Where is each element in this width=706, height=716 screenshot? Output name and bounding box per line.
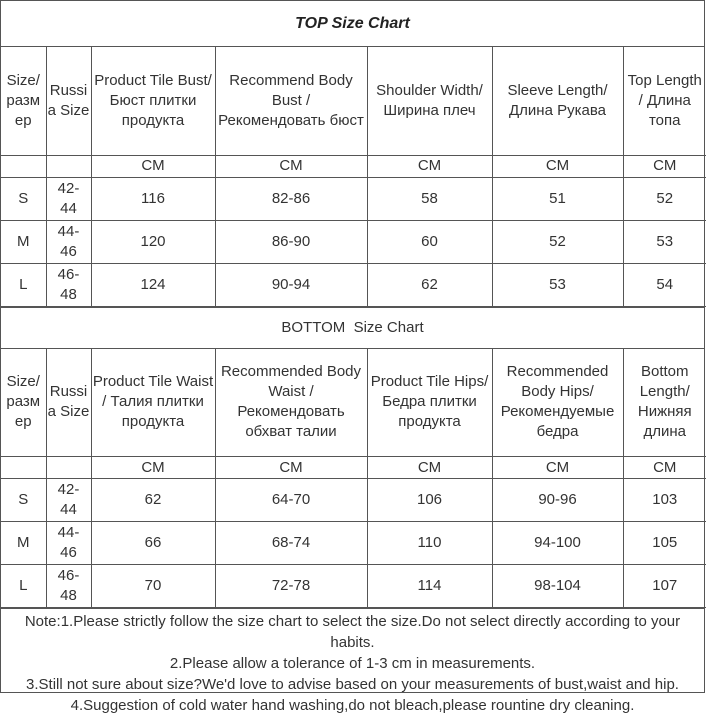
value-cell: 86-90 — [215, 220, 367, 263]
value-cell: 106 — [367, 479, 492, 522]
unit-cell: CM — [623, 155, 706, 177]
bottom-size-table — [1, 349, 706, 609]
table-row — [1, 479, 706, 522]
unit-cell: CM — [623, 457, 706, 479]
unit-cell: CM — [367, 155, 492, 177]
size-cell: S — [1, 177, 46, 220]
unit-blank — [1, 457, 46, 479]
unit-cell: CM — [492, 155, 623, 177]
unit-cell: CM — [91, 457, 215, 479]
header-top-length: Top Length / Длина топа — [623, 47, 706, 155]
top-unit-row — [1, 155, 706, 177]
unit-blank — [46, 457, 91, 479]
value-cell: 90-96 — [492, 479, 623, 522]
value-cell: 70 — [91, 565, 215, 608]
russia-size-cell: 46- 48 — [46, 565, 91, 608]
header-product-bust: Product Tile Bust/ Бюст плитки продукта — [91, 47, 215, 155]
header-product-hips: Product Tile Hips/ Бедра плитки продукта — [367, 349, 492, 457]
top-header-row — [1, 47, 706, 155]
value-cell: 53 — [492, 263, 623, 306]
size-cell: M — [1, 522, 46, 565]
header-shoulder-width: Shoulder Width/ Ширина плеч — [367, 47, 492, 155]
value-cell: 66 — [91, 522, 215, 565]
note-2: 2.Please allow a tolerance of 1-3 cm in measurements. — [169, 655, 536, 672]
header-sleeve-length: Sleeve Length/ Длина Рукава — [492, 47, 623, 155]
unit-cell: CM — [367, 457, 492, 479]
header-size: Size/ разм ер — [1, 47, 46, 155]
header-recommend-waist: Recommended Body Waist / Рекомендовать обхват талии — [215, 349, 367, 457]
value-cell: 103 — [623, 479, 706, 522]
value-cell: 82-86 — [215, 177, 367, 220]
unit-cell: CM — [91, 155, 215, 177]
value-cell: 64-70 — [215, 479, 367, 522]
notes-section — [1, 608, 704, 716]
header-russia-size: Russi a Size — [46, 349, 91, 457]
size-cell: L — [1, 565, 46, 608]
table-row — [1, 263, 706, 306]
header-size: Size/ разм ер — [1, 349, 46, 457]
russia-size-cell: 42- 44 — [46, 177, 91, 220]
value-cell: 94-100 — [492, 522, 623, 565]
top-size-chart-title: TOP Size Chart — [295, 14, 410, 32]
value-cell: 105 — [623, 522, 706, 565]
value-cell: 60 — [367, 220, 492, 263]
value-cell: 116 — [91, 177, 215, 220]
size-cell: L — [1, 263, 46, 306]
top-size-table — [1, 47, 706, 307]
header-product-waist: Product Tile Waist / Талия плитки продукта — [91, 349, 215, 457]
unit-cell: CM — [215, 155, 367, 177]
header-recommend-hips: Recommended Body Hips/ Рекомендуемые бедра — [492, 349, 623, 457]
header-russia-size: Russi a Size — [46, 47, 91, 155]
bottom-size-chart-title: BOTTOM Size Chart — [281, 319, 424, 336]
note-1: Note:1.Please strictly follow the size chart to select the size.Do not select directly according to your habits. — [24, 613, 681, 651]
russia-size-cell: 46- 48 — [46, 263, 91, 306]
header-bottom-length: Bottom Length/ Нижняя длина — [623, 349, 706, 457]
russia-size-cell: 42- 44 — [46, 479, 91, 522]
value-cell: 98-104 — [492, 565, 623, 608]
value-cell: 114 — [367, 565, 492, 608]
top-size-chart-title-row — [1, 1, 704, 47]
value-cell: 52 — [623, 177, 706, 220]
size-cell: M — [1, 220, 46, 263]
note-3: 3.Still not sure about size?We'd love to advise based on your measurements of bust,waist and hip. — [26, 676, 679, 693]
header-recommend-bust: Recommend Body Bust / Рекомендовать бюст — [215, 47, 367, 155]
unit-cell: CM — [492, 457, 623, 479]
unit-cell: CM — [215, 457, 367, 479]
table-row — [1, 522, 706, 565]
bottom-unit-row — [1, 457, 706, 479]
value-cell: 110 — [367, 522, 492, 565]
value-cell: 62 — [367, 263, 492, 306]
value-cell: 62 — [91, 479, 215, 522]
value-cell: 51 — [492, 177, 623, 220]
note-4: 4.Suggestion of cold water hand washing,do not bleach,please rountine dry cleaning. — [70, 697, 635, 714]
size-cell: S — [1, 479, 46, 522]
unit-blank — [1, 155, 46, 177]
value-cell: 90-94 — [215, 263, 367, 306]
russia-size-cell: 44- 46 — [46, 522, 91, 565]
value-cell: 107 — [623, 565, 706, 608]
value-cell: 120 — [91, 220, 215, 263]
value-cell: 53 — [623, 220, 706, 263]
value-cell: 54 — [623, 263, 706, 306]
bottom-header-row — [1, 349, 706, 457]
value-cell: 52 — [492, 220, 623, 263]
unit-blank — [46, 155, 91, 177]
table-row — [1, 220, 706, 263]
value-cell: 124 — [91, 263, 215, 306]
value-cell: 68-74 — [215, 522, 367, 565]
value-cell: 72-78 — [215, 565, 367, 608]
bottom-size-chart-title-row — [1, 307, 704, 349]
russia-size-cell: 44- 46 — [46, 220, 91, 263]
table-row — [1, 565, 706, 608]
value-cell: 58 — [367, 177, 492, 220]
table-row — [1, 177, 706, 220]
